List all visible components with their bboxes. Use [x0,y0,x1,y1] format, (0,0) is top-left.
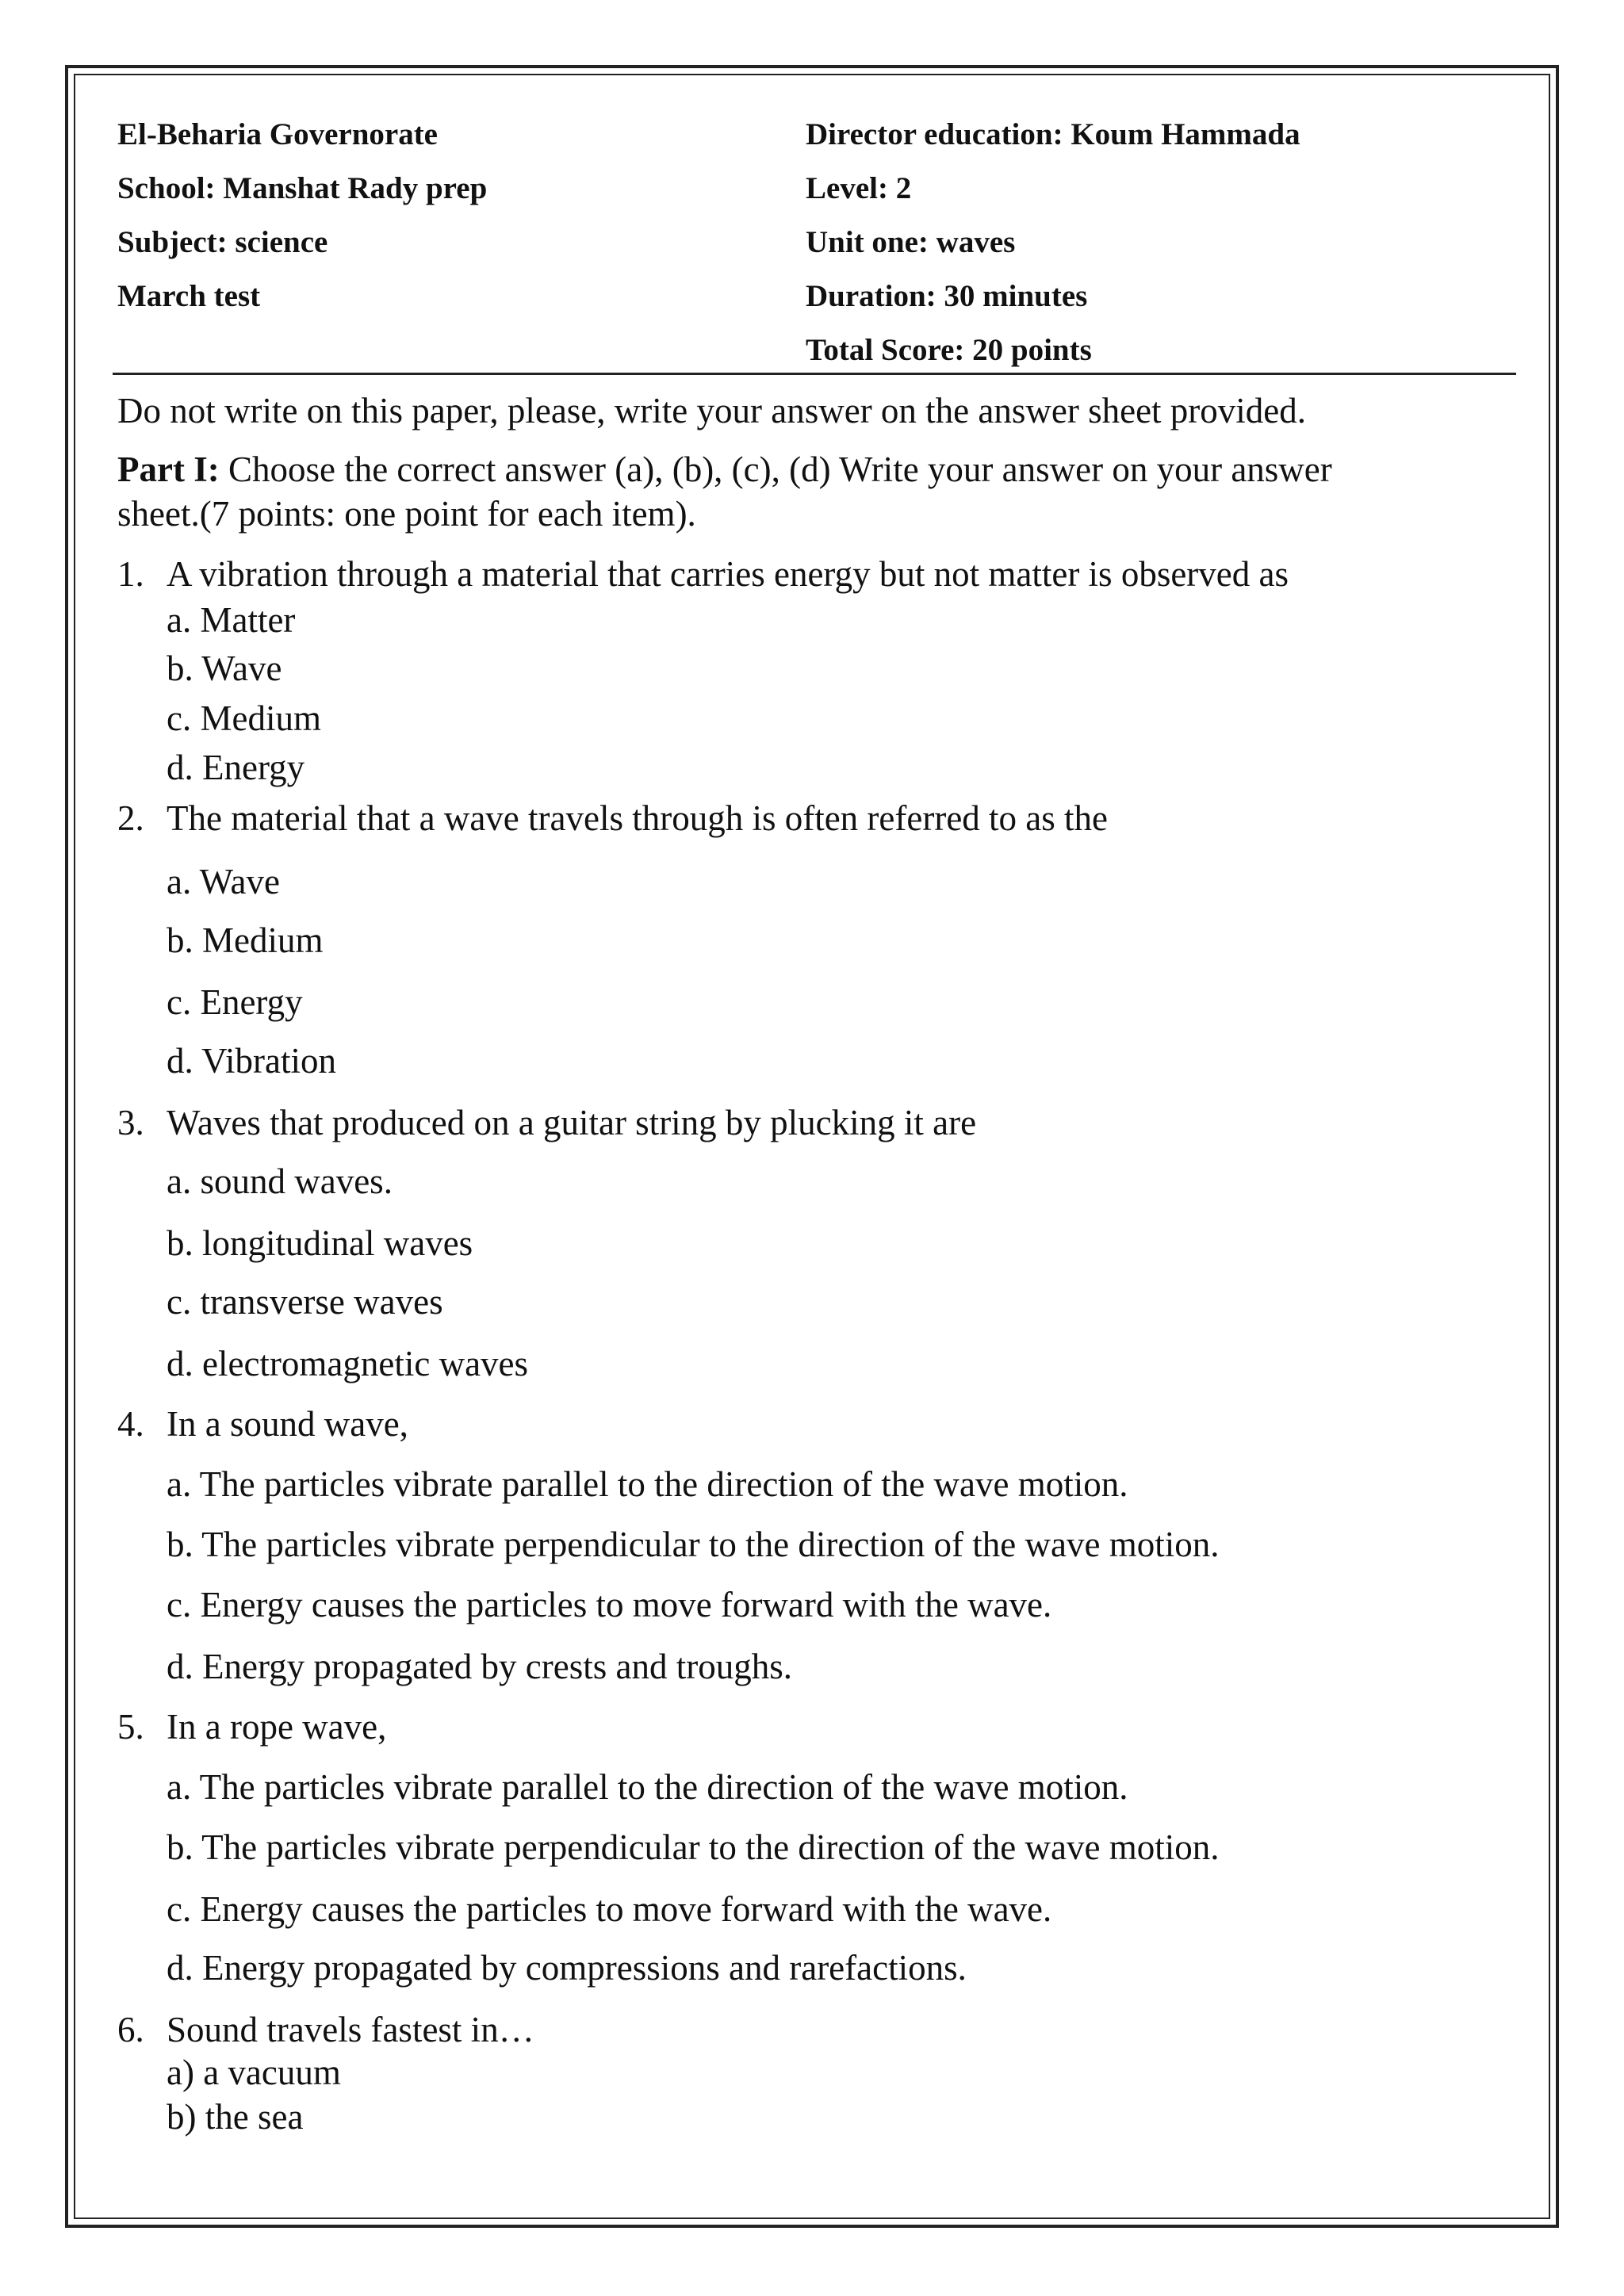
header-total-score: Total Score: 20 points [806,333,1092,367]
question-number: 1. [117,554,144,594]
question-text: In a sound wave, [167,1404,408,1444]
answer-option: c. Energy [167,982,303,1022]
part1-directions-cont: sheet.(7 points: one point for each item). [117,494,696,534]
part1-label: Part I: [117,450,220,489]
answer-option: a. sound waves. [167,1161,393,1201]
answer-option: d. Vibration [167,1041,336,1081]
answer-option: b. The particles vibrate perpendicular to the direction of the wave motion. [167,1827,1220,1867]
answer-option: b. The particles vibrate perpendicular to the direction of the wave motion. [167,1525,1220,1564]
answer-option: c. Energy causes the particles to move forward with the wave. [167,1889,1052,1929]
answer-option: d. Energy [167,748,305,787]
answer-option: a) a vacuum [167,2053,341,2092]
answer-option: c. Medium [167,698,321,738]
header-subject: Subject: science [117,225,328,259]
question-number: 3. [117,1103,144,1142]
header-governorate: El-Beharia Governorate [117,117,438,151]
question-number: 5. [117,1707,144,1747]
header-test-name: March test [117,279,261,313]
part1-heading [117,447,1513,492]
header-divider [113,373,1516,375]
header-director: Director education: Koum Hammada [806,117,1300,151]
part1-directions: Choose the correct answer (a), (b), (c), (d) Write your answer on your answer [219,450,1332,489]
answer-option: b. longitudinal waves [167,1223,473,1263]
question-number: 4. [117,1404,144,1444]
question-text: A vibration through a material that carries energy but not matter is observed as [167,554,1289,594]
question-text: The material that a wave travels through is often referred to as the [167,798,1109,838]
answer-option: c. transverse waves [167,1282,443,1322]
answer-option: d. electromagnetic waves [167,1344,529,1383]
answer-option: b) the sea [167,2097,304,2137]
question-number: 2. [117,798,144,838]
header-level: Level: 2 [806,171,912,205]
instructions: Do not write on this paper, please, write your answer on the answer sheet provided. [117,391,1307,430]
answer-option: d. Energy propagated by crests and troughs. [167,1647,792,1686]
answer-option: a. The particles vibrate parallel to the direction of the wave motion. [167,1464,1128,1504]
answer-option: a. The particles vibrate parallel to the direction of the wave motion. [167,1767,1128,1807]
question-text: Waves that produced on a guitar string by plucking it are [167,1103,977,1142]
answer-option: c. Energy causes the particles to move forward with the wave. [167,1585,1052,1624]
header-school: School: Manshat Rady prep [117,171,488,205]
answer-option: b. Medium [167,920,324,960]
question-text: In a rope wave, [167,1707,387,1747]
answer-option: d. Energy propagated by compressions and rarefactions. [167,1948,967,1988]
question-number: 6. [117,2010,144,2049]
answer-option: a. Wave [167,862,280,901]
header-unit: Unit one: waves [806,225,1016,259]
header-duration: Duration: 30 minutes [806,279,1088,313]
question-text: Sound travels fastest in… [167,2010,534,2049]
answer-option: b. Wave [167,649,282,688]
answer-option: a. Matter [167,600,296,640]
